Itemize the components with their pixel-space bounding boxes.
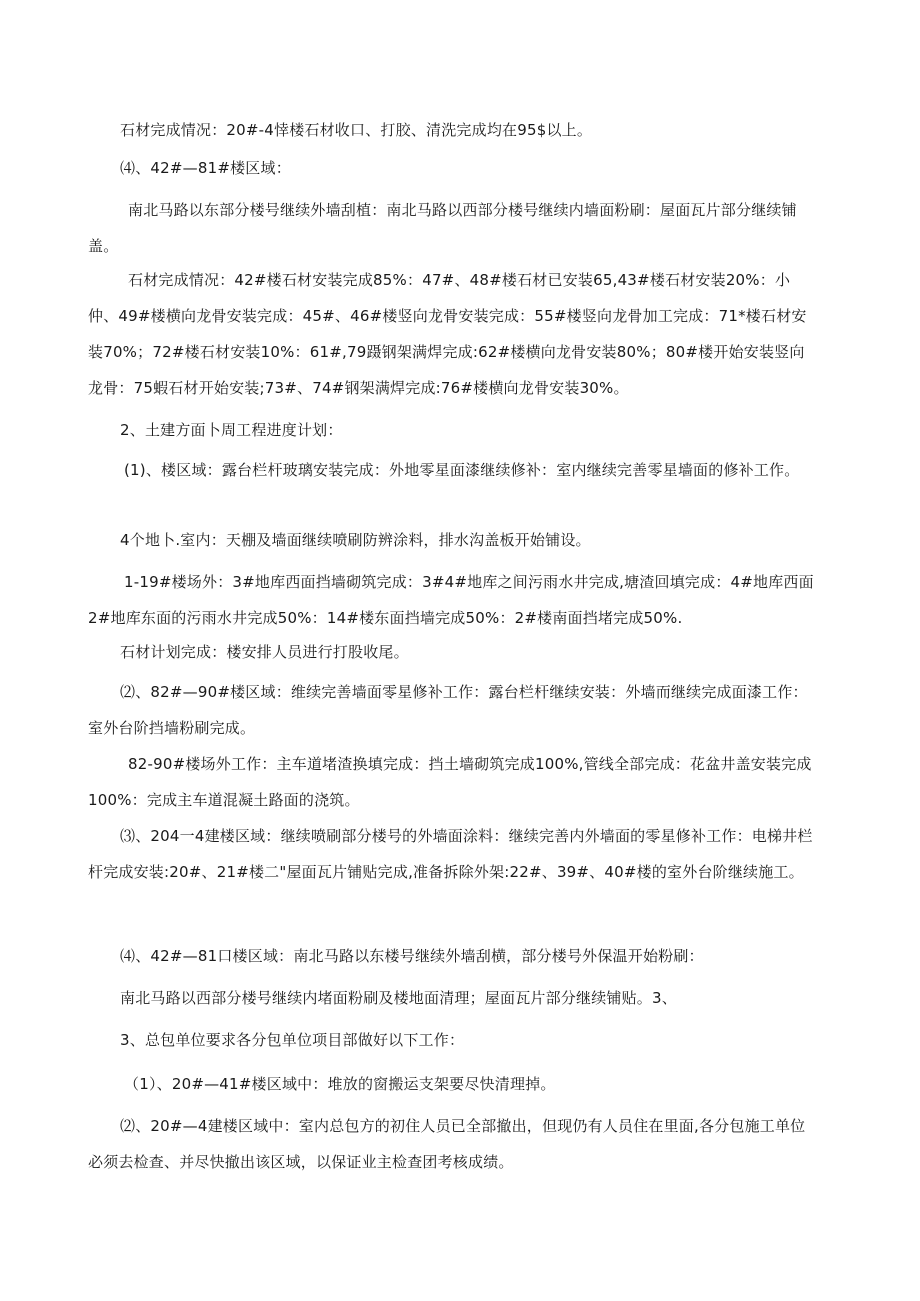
paragraph-area-42-81-b: ⑷、42#—81口楼区域：南北马路以东楼号继续外墙刮横，部分楼号外保温开始粉刷： — [120, 947, 704, 965]
heading-civil-plan: 2、土建方面卜周工程进度计划： — [120, 421, 343, 439]
paragraph-basement: 4个地卜.室内：天棚及墙面继续喷刷防辨涂料，排水沟盖板开始铺设。 — [120, 531, 591, 549]
paragraph-1-19-outside: 1-19#楼场外：3#地库西面挡墙砌筑完成：3#4#地库之间污雨水井完成,塘渣回填完成：4#地库西面2#地库东面的污雨水井完成50%：14#楼东面挡墙完成50%：2#楼南面挡堵完成50%. — [88, 573, 814, 627]
paragraph-stone-status-20: 石材完成情况：20#-4悻楼石材收口、打胶、清洗完成均在95$以上。 — [120, 121, 593, 139]
paragraph-requirement-1: （1）、20#—41#楼区域中：堆放的窗搬运支架要尽快清理掉。 — [124, 1075, 556, 1093]
heading-42-81-area: ⑷、42#—81#楼区域： — [120, 159, 291, 177]
paragraph-stone-plan: 石材计划完成：楼安排人员进行打股收尾。 — [120, 643, 409, 661]
paragraph-road-east-west: 南北马路以东部分楼号继续外墙刮植：南北马路以西部分楼号继续内墙面粉刷：屋面瓦片部分继续铺盖。 — [88, 201, 797, 255]
paragraph-road-west: 南北马路以西部分楼号继续内堵面粉刷及楼地面清理；屋面瓦片部分继续铺贴。3、 — [120, 989, 677, 1007]
paragraph-stone-status-42: 石材完成情况：42#楼石材安装完成85%：47#、48#楼石材已安装65,43#楼石材安装20%：小仲、49#楼横向龙骨安装完成：45#、46#楼竖向龙骨安装完成：55#楼竖向龙骨加工完成：71*楼石材安装70%；72#楼石材安装10%：61#,79蹑钢架满焊完成:62#楼横向龙骨安装80%；80#楼开始安装竖向龙骨：75蝦石材开始安装;73#、74#钢架满焊完成:76#楼横向龙骨安装30%。 — [88, 271, 807, 397]
heading-contractor-requirements: 3、总包单位要求各分包单位项目部做好以下工作： — [120, 1031, 465, 1049]
paragraph-area-82-90: ⑵、82#—90#楼区域：维续完善墙面零星修补工作：露台栏杆继续安装：外墙而继续完成面漆工作：室外台阶挡墙粉刷完成。 — [88, 683, 808, 737]
paragraph-82-90-outside: 82-90#楼场外工作：主车道堵渣换填完成：挡土墙砌筑完成100%,管线全部完成：花盆井盖安装完成100%：完成主车道混凝土路面的浇筑。 — [88, 755, 812, 809]
paragraph-area-204: ⑶、204一4建楼区域：继续喷刷部分楼号的外墙面涂料：继续完善内外墙面的零星修补工作：电梯井栏杆完成安装:20#、21#楼二"屋面瓦片铺贴完成,准备拆除外架:22#、39#、40#楼的室外台阶继续施工。 — [88, 827, 813, 881]
paragraph-area-1: (1)、楼区域：露台栏杆玻璃安装完成：外地零星面漆继续修补：室内继续完善零星墙面的修补工作。 — [124, 461, 800, 479]
paragraph-requirement-2: ⑵、20#—4建楼区域中：室内总包方的初住人员已全部撤出，但现仍有人员住在里面,各分包施工单位必须去检查、并尽快撤出该区域，以保证业主检查团考核成绩。 — [88, 1117, 806, 1171]
